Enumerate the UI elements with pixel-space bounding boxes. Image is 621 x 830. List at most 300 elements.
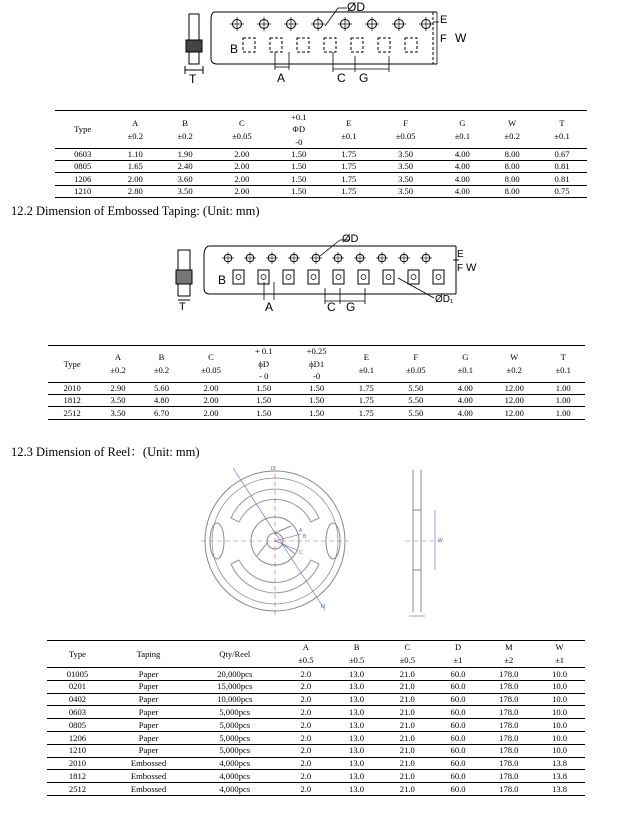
table-cell: 178.0 xyxy=(499,783,519,794)
component-cavity xyxy=(378,38,390,52)
table-cell: 21.0 xyxy=(382,693,433,706)
table-cell: 1210 xyxy=(47,744,108,757)
table-cell: 1.65 xyxy=(110,161,160,173)
column-header xyxy=(433,641,484,668)
table-cell: 1.00 xyxy=(541,383,585,395)
table-cell: 0603 xyxy=(55,149,110,161)
table-cell: 60.0 xyxy=(433,757,484,770)
column-header-line: ±0.2 xyxy=(504,130,520,141)
column-header xyxy=(289,346,345,383)
dim-label-b: B xyxy=(230,42,239,56)
embossed-cavity xyxy=(383,270,394,284)
table-cell: 2.0 xyxy=(280,757,331,770)
table-cell: 1206 xyxy=(55,173,110,185)
table-cell: 1.50 xyxy=(289,383,345,395)
column-header xyxy=(189,641,280,668)
table-cell: 60.0 xyxy=(433,693,484,706)
table-cell: 3.50 xyxy=(374,161,438,173)
table-row xyxy=(47,770,585,783)
table-cell: 3.50 xyxy=(374,149,438,161)
column-header xyxy=(534,641,585,668)
column-header-line: + 0.1 xyxy=(254,346,273,357)
table-cell: 4.00 xyxy=(444,383,487,395)
dim-label-e: E xyxy=(440,14,448,26)
table-cell: 2.0 xyxy=(280,668,331,681)
dim-label-w: W xyxy=(455,31,467,45)
table-row xyxy=(48,383,585,395)
table-row xyxy=(55,185,587,197)
table-cell: 2.0 xyxy=(280,706,331,719)
table-cell: 60.0 xyxy=(450,783,466,794)
column-header xyxy=(274,111,324,149)
table-cell: 1206 xyxy=(47,731,108,744)
embossed-taping-table xyxy=(48,345,585,420)
column-header xyxy=(239,346,289,383)
table-cell: 1.50 xyxy=(274,161,324,173)
table-cell: 13.8 xyxy=(552,783,568,794)
table-row xyxy=(47,744,585,757)
table-cell: 5,000pcs xyxy=(189,744,280,757)
column-header xyxy=(345,346,388,383)
table-cell: 60.0 xyxy=(433,680,484,693)
column-header-line: ±2 xyxy=(504,655,514,665)
table-cell: 3.50 xyxy=(177,185,193,196)
column-header-line: A xyxy=(114,352,122,363)
column-header-line: B xyxy=(158,352,165,363)
table-cell: 2.0 xyxy=(280,719,331,732)
reel-table xyxy=(47,640,585,796)
table-row xyxy=(47,757,585,770)
table-cell: 60.0 xyxy=(433,744,484,757)
table-cell: 2.00 xyxy=(110,173,160,185)
table-cell: 12.00 xyxy=(487,395,541,407)
column-header xyxy=(210,111,274,149)
column-header-line: W xyxy=(555,642,564,653)
dim-label-t: T xyxy=(189,72,197,86)
component-cavity xyxy=(270,38,282,52)
table-cell: 4.00 xyxy=(444,395,487,407)
column-header xyxy=(374,111,438,149)
column-header xyxy=(483,641,534,668)
embossed-cavity xyxy=(433,270,444,284)
column-header-line: - 0 xyxy=(259,371,269,382)
table-cell: 10.0 xyxy=(534,719,585,732)
column-header xyxy=(382,641,433,668)
table-cell: 2.90 xyxy=(96,383,139,395)
dim-label-f: F xyxy=(440,33,447,45)
table-cell: 1.75 xyxy=(345,395,388,407)
dim-label-e-2: E xyxy=(457,249,464,260)
table-cell: 2.0 xyxy=(300,783,312,794)
column-header-line: D xyxy=(454,642,462,653)
paper-taping-diagram xyxy=(175,0,475,88)
table-cell: 0.75 xyxy=(554,185,570,196)
column-header xyxy=(108,641,189,668)
table-cell: 0.81 xyxy=(537,161,587,173)
reel-label-c: C xyxy=(299,550,303,556)
section-heading-reel: 12.3 Dimension of Reel：(Unit: mm) xyxy=(11,445,200,459)
table-header-row xyxy=(47,641,585,668)
table-cell: Paper xyxy=(108,719,189,732)
table-cell: 21.0 xyxy=(382,706,433,719)
table-cell: 1.50 xyxy=(274,173,324,185)
column-header-line: C xyxy=(238,117,245,128)
table-cell: 2512 xyxy=(63,407,81,418)
table-cell: 178.0 xyxy=(483,731,534,744)
column-header-line: ±0.2 xyxy=(127,130,143,141)
table-cell: 2512 xyxy=(68,783,87,794)
table-cell: 20,000pcs xyxy=(189,668,280,681)
column-header-line: ±0.1 xyxy=(341,130,357,141)
column-header xyxy=(183,346,239,383)
column-header-line: ±0.1 xyxy=(554,130,570,141)
table-cell: 2.0 xyxy=(280,693,331,706)
column-header-line: A xyxy=(132,117,139,128)
table-cell: Embossed xyxy=(108,757,189,770)
table-cell: 1.50 xyxy=(309,407,325,418)
embossed-cavity xyxy=(358,270,369,284)
reel-label-a: A xyxy=(299,528,303,534)
table-cell: 60.0 xyxy=(433,770,484,783)
table-cell: 4.00 xyxy=(457,407,473,418)
table-cell: 2.00 xyxy=(183,395,239,407)
column-header-line: ϕD1 xyxy=(309,358,325,369)
table-cell: Paper xyxy=(108,744,189,757)
table-cell: 60.0 xyxy=(433,706,484,719)
table-cell: 1.50 xyxy=(239,395,289,407)
sprocket-holes-2 xyxy=(222,252,432,264)
dim-label-d-2: ØD xyxy=(342,233,359,245)
column-header-line: ±0.5 xyxy=(348,655,365,665)
table-cell: 2.00 xyxy=(210,173,274,185)
column-header-line: Taping xyxy=(136,648,161,659)
column-header xyxy=(324,111,374,149)
table-cell: 1.90 xyxy=(160,149,210,161)
table-row xyxy=(48,395,585,407)
table-cell: 10.0 xyxy=(534,744,585,757)
table-cell: 0805 xyxy=(47,719,108,732)
dim-label-g-2: G xyxy=(346,300,356,312)
table-cell: 1.75 xyxy=(341,185,357,196)
table-cell: 10.0 xyxy=(534,731,585,744)
table-row xyxy=(47,668,585,681)
table-cell: 13.0 xyxy=(331,744,382,757)
table-cell: 178.0 xyxy=(483,680,534,693)
column-header-line: ±0.05 xyxy=(395,130,416,141)
table-cell: 5,000pcs xyxy=(189,731,280,744)
table-cell: 5.50 xyxy=(388,383,444,395)
table-cell: 5,000pcs xyxy=(189,706,280,719)
table-cell: 8.00 xyxy=(487,149,537,161)
table-cell: 21.0 xyxy=(399,783,415,794)
dim-label-d: ØD xyxy=(347,0,365,14)
column-header xyxy=(140,346,183,383)
dim-label-a: A xyxy=(277,71,286,85)
table-cell: 5.60 xyxy=(140,383,183,395)
table-cell: 8.00 xyxy=(487,173,537,185)
embossed-cavity xyxy=(283,270,294,284)
column-header xyxy=(47,641,108,668)
component-cavity xyxy=(297,38,309,52)
dim-label-w-2: W xyxy=(466,262,477,274)
table-row xyxy=(47,719,585,732)
column-header-line: ±0.2 xyxy=(153,365,170,375)
table-cell: 3.50 xyxy=(398,185,414,196)
column-header-line: F xyxy=(403,117,408,128)
table-cell: 2.40 xyxy=(160,161,210,173)
dim-label-c: C xyxy=(337,71,346,85)
column-header-line: M xyxy=(504,642,513,653)
column-header xyxy=(388,346,444,383)
table-cell: 2.00 xyxy=(203,407,219,418)
component-cavity xyxy=(324,38,336,52)
table-cell: 8.00 xyxy=(487,161,537,173)
column-header-line: G xyxy=(462,352,469,363)
table-cell: Paper xyxy=(108,706,189,719)
column-header-line: ±0.05 xyxy=(201,365,221,375)
table-cell: 1812 xyxy=(47,770,108,783)
table-cell: 3.60 xyxy=(160,173,210,185)
table-cell: 4,000pcs xyxy=(189,770,280,783)
table-row xyxy=(47,680,585,693)
column-header xyxy=(160,111,210,149)
table-cell: 178.0 xyxy=(483,719,534,732)
column-header-line: ±0.2 xyxy=(177,130,193,141)
dim-label-d1: ØD₁ xyxy=(435,294,454,305)
column-header-line: Type xyxy=(63,358,81,369)
tape-side-view-2 xyxy=(176,250,192,300)
table-cell: 1210 xyxy=(74,185,92,196)
reel-label-d: D xyxy=(271,466,275,472)
column-header-line: Qty/Reel xyxy=(219,648,251,659)
column-header-line: ±0.5 xyxy=(298,655,314,665)
table-row xyxy=(47,693,585,706)
table-cell: 1.50 xyxy=(274,149,324,161)
embossed-cavity xyxy=(408,270,419,284)
table-cell: 4.00 xyxy=(454,185,470,196)
table-row xyxy=(48,407,585,419)
column-header-line: ±1 xyxy=(555,655,565,665)
column-header-line: E xyxy=(363,352,369,363)
column-header-line: ±0.05 xyxy=(231,130,252,141)
column-header-line: ±0.05 xyxy=(405,365,426,375)
table-cell: 1.50 xyxy=(239,383,289,395)
table-cell: 178.0 xyxy=(483,744,534,757)
column-header-line: ±1 xyxy=(453,655,463,665)
table-cell: 10,000pcs xyxy=(189,693,280,706)
table-cell: 2010 xyxy=(48,383,96,395)
table-cell: Embossed xyxy=(130,783,167,794)
column-header-line: ±0.1 xyxy=(555,365,571,375)
table-cell: 21.0 xyxy=(382,731,433,744)
table-cell: 6.70 xyxy=(153,407,170,418)
table-cell: 01005 xyxy=(47,668,108,681)
table-cell: 5,000pcs xyxy=(189,719,280,732)
table-cell: 21.0 xyxy=(382,770,433,783)
column-header-line: ±0.5 xyxy=(399,655,416,665)
dim-label-b-2: B xyxy=(218,273,227,287)
table-cell: 2.00 xyxy=(234,185,250,196)
component-cavity xyxy=(351,38,363,52)
table-cell: 1.75 xyxy=(345,383,388,395)
table-cell: 10.0 xyxy=(534,680,585,693)
table-cell: 4.00 xyxy=(437,149,487,161)
embossed-cavity xyxy=(233,270,244,284)
table-header-row xyxy=(48,346,585,383)
table-cell: 21.0 xyxy=(382,744,433,757)
column-header-line: +0.1 xyxy=(291,111,307,122)
table-cell: 4.80 xyxy=(140,395,183,407)
dim-label-t2: T xyxy=(179,301,186,312)
table-cell: 178.0 xyxy=(483,693,534,706)
column-header xyxy=(280,641,331,668)
table-cell: 4.00 xyxy=(437,161,487,173)
table-cell: 10.0 xyxy=(534,668,585,681)
table-cell: 0201 xyxy=(47,680,108,693)
column-header xyxy=(331,641,382,668)
table-cell: 60.0 xyxy=(433,731,484,744)
table-cell: 2010 xyxy=(47,757,108,770)
reel-label-b: B xyxy=(303,534,307,540)
table-row xyxy=(47,731,585,744)
column-header xyxy=(110,111,160,149)
column-header-line: B xyxy=(353,642,360,653)
table-cell: 1.50 xyxy=(289,395,345,407)
table-cell: 13.0 xyxy=(331,668,382,681)
table-cell: 2.80 xyxy=(127,185,143,196)
table-cell: 2.00 xyxy=(183,383,239,395)
reel-label-w: W xyxy=(438,538,443,544)
column-header-line: Type xyxy=(68,648,86,659)
reel-label-m: M xyxy=(321,604,326,610)
column-header-line: -0 xyxy=(295,136,303,147)
embossed-cavity xyxy=(333,270,344,284)
column-header-line: G xyxy=(459,117,466,128)
table-row xyxy=(55,173,587,185)
table-cell: 13.0 xyxy=(331,731,382,744)
table-cell: 4,000pcs xyxy=(219,783,251,794)
column-header-line: F xyxy=(413,352,419,363)
column-header-line: W xyxy=(510,352,519,363)
table-cell: 1.00 xyxy=(555,407,571,418)
column-header xyxy=(487,111,537,149)
column-header-line: ±0.2 xyxy=(506,365,522,375)
table-cell: Paper xyxy=(108,668,189,681)
column-header-line: ±0.1 xyxy=(454,130,471,141)
sprocket-holes xyxy=(230,17,433,31)
table-cell: 13.0 xyxy=(331,680,382,693)
dim-label-f-2: F xyxy=(457,263,464,274)
table-cell: 10.0 xyxy=(534,706,585,719)
table-cell: 21.0 xyxy=(382,757,433,770)
table-cell: 0.81 xyxy=(537,173,587,185)
column-header-line: ±0.1 xyxy=(358,365,375,375)
table-cell: 10.0 xyxy=(534,693,585,706)
column-header xyxy=(537,111,587,149)
table-cell: 13.0 xyxy=(331,706,382,719)
table-cell: 15,000pcs xyxy=(189,680,280,693)
table-cell: 178.0 xyxy=(483,668,534,681)
column-header-line: ϕD xyxy=(258,358,270,369)
table-cell: 2.0 xyxy=(280,744,331,757)
table-cell: 0402 xyxy=(47,693,108,706)
table-cell: 21.0 xyxy=(382,680,433,693)
table-cell: 2.0 xyxy=(280,731,331,744)
column-header xyxy=(437,111,487,149)
reel-diagram xyxy=(195,458,455,626)
dim-label-a-2: A xyxy=(265,300,274,312)
column-header xyxy=(541,346,585,383)
column-header-line: E xyxy=(346,117,352,128)
table-cell: 0603 xyxy=(47,706,108,719)
table-cell: 13.8 xyxy=(534,757,585,770)
table-cell: 1.10 xyxy=(110,149,160,161)
table-cell: 21.0 xyxy=(382,719,433,732)
component-cavity xyxy=(243,38,255,52)
table-cell: 178.0 xyxy=(483,706,534,719)
column-header-line: C xyxy=(208,352,214,363)
table-cell: Paper xyxy=(108,731,189,744)
table-cell: 1.00 xyxy=(541,395,585,407)
table-cell: 3.50 xyxy=(110,407,126,418)
column-header-line: Type xyxy=(74,124,92,135)
table-row xyxy=(47,783,585,796)
table-cell: 13.0 xyxy=(349,783,365,794)
table-cell: 1.50 xyxy=(256,407,272,418)
table-cell: Paper xyxy=(108,680,189,693)
table-cell: 60.0 xyxy=(433,668,484,681)
table-row xyxy=(47,706,585,719)
column-header xyxy=(96,346,139,383)
table-cell: 13.0 xyxy=(331,757,382,770)
table-header-row xyxy=(55,111,587,149)
column-header-line: W xyxy=(508,117,517,128)
column-header-line: A xyxy=(302,642,309,653)
column-header-line: ΦD xyxy=(292,124,306,135)
section-heading-embossed: 12.2 Dimension of Embossed Taping: (Unit: mm) xyxy=(11,204,260,218)
table-cell: 2.00 xyxy=(210,161,274,173)
table-cell: 178.0 xyxy=(483,757,534,770)
table-cell: 3.50 xyxy=(96,395,139,407)
table-cell: 178.0 xyxy=(483,770,534,783)
embossed-cavity xyxy=(258,270,269,284)
embossed-cavity xyxy=(308,270,319,284)
table-cell: 13.8 xyxy=(534,770,585,783)
dim-label-g: G xyxy=(359,71,369,85)
column-header-line: C xyxy=(404,642,411,653)
column-header xyxy=(487,346,541,383)
column-header-line: -0 xyxy=(313,371,321,382)
dim-label-c-2: C xyxy=(327,300,336,312)
column-header-line: +0.25 xyxy=(306,346,327,357)
table-cell: 1.50 xyxy=(291,185,307,196)
table-cell: 1.75 xyxy=(324,149,374,161)
table-cell: 5.50 xyxy=(388,395,444,407)
tape-side-view xyxy=(185,14,203,74)
embossed-cavities xyxy=(233,270,444,284)
table-cell: 4.00 xyxy=(437,173,487,185)
column-header xyxy=(48,346,96,383)
table-cell: 13.0 xyxy=(331,719,382,732)
column-header xyxy=(444,346,487,383)
table-cell: 60.0 xyxy=(433,719,484,732)
table-cell: 1812 xyxy=(48,395,96,407)
table-cell: 0805 xyxy=(55,161,110,173)
table-cell: Paper xyxy=(108,693,189,706)
table-cell: 2.0 xyxy=(280,770,331,783)
table-cell: 1.75 xyxy=(324,161,374,173)
table-cell: 1.75 xyxy=(358,407,374,418)
